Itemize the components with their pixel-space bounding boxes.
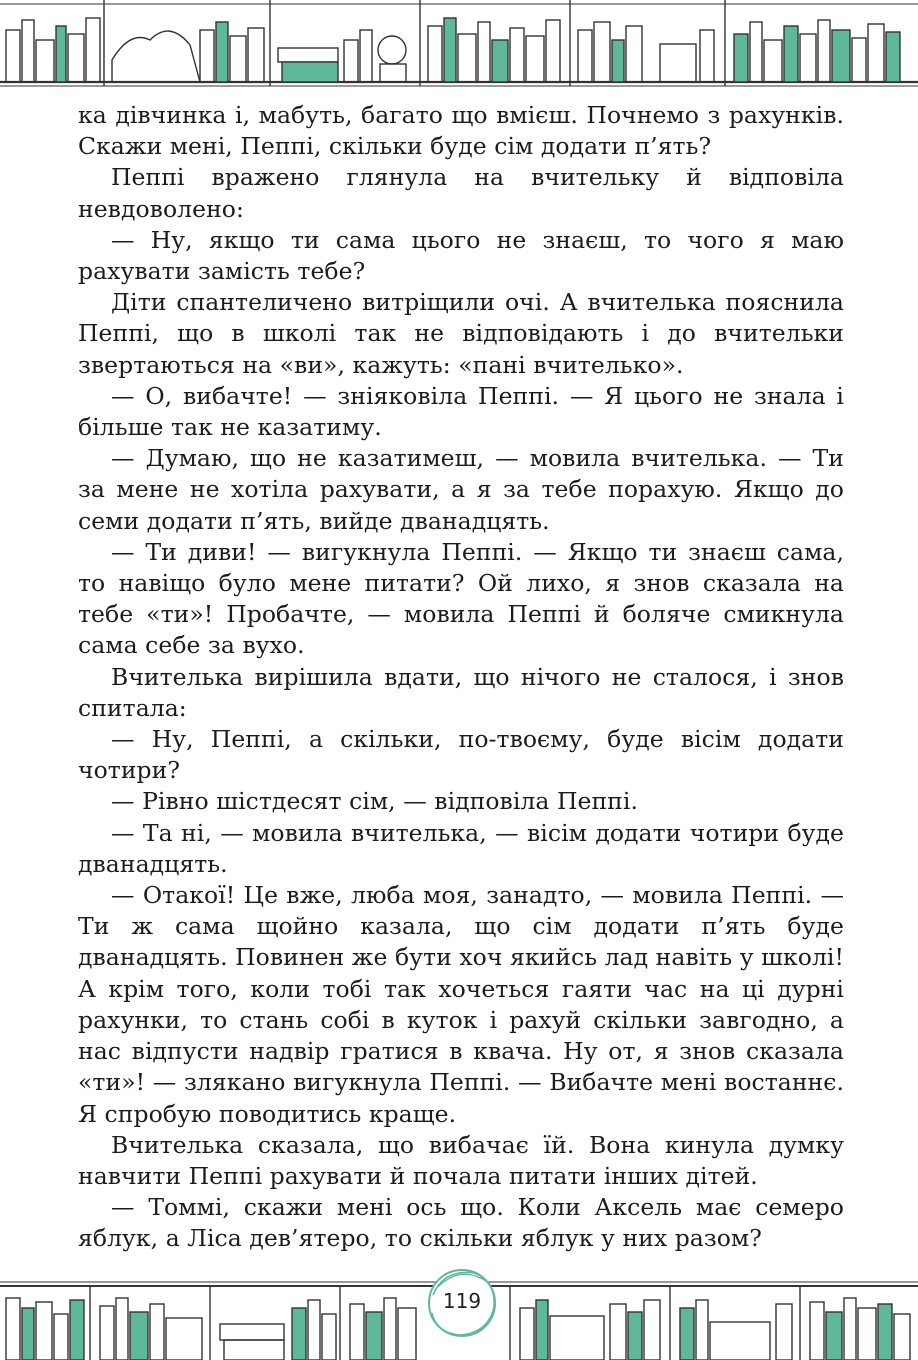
paragraph: Вчителька сказала, що вибачає їй. Вона кинула думку навчити Пеппі рахувати й почала питати інших дітей.	[78, 1130, 844, 1190]
paragraph: — Ну, Пеппі, а скільки, по-твоєму, буде вісім додати чотири?	[78, 725, 844, 785]
paragraph: — Ну, якщо ти сама цього не знаєш, то чого я маю рахувати замість тебе?	[78, 225, 844, 286]
paragraph: Пеппі вражено глянула на вчительку й відповіла невдоволено:	[78, 163, 844, 223]
paragraph: Діти спантеличено витріщили очі. А вчителька пояснила Пеппі, що в школі так не відповідають і до вчительки звертаються на «ви», кажуть: «пані вчителько».	[78, 288, 844, 379]
paragraph: ка дівчинка і, мабуть, багато що вмієш. Почнемо з рахунків. Скажи мені, Пеппі, скільки буде сім додати п’ять?	[78, 101, 844, 161]
paragraph: — Думаю, що не казатимеш, — мовила вчителька. — Ти за мене не хотіла рахувати, а я за тебе порахую. Якщо до семи додати п’ять, вийде дванадцять.	[78, 444, 844, 535]
paragraph: Вчителька вирішила вдати, що нічого не сталося, і знов спитала:	[78, 662, 844, 722]
paragraph: — О, вибачте! — зніяковіла Пеппі. — Я цього не знала і більше так не казатиму.	[78, 381, 844, 442]
story-text	[78, 100, 844, 1255]
paragraph: — Та ні, — мовила вчителька, — вісім додати чотири буде дванадцять.	[78, 818, 844, 878]
paragraph: — Рівно шістдесят сім, — відповіла Пеппі.	[111, 787, 638, 816]
page-number: 119	[442, 1289, 482, 1313]
paragraph: — Томмі, скажи мені ось що. Коли Аксель має семеро яблук, а Ліса дев’ятеро, то скільки яблук у них разом?	[78, 1193, 844, 1253]
paragraph: — Отакої! Це вже, люба моя, занадто, — мовила Пеппі. — Ти ж сама щойно казала, що сім додати п’ять буде дванадцять. Повинен же бути хоч якийсь лад навіть у школі! А крім того, коли тобі так хочеться гаяти час на ці дурні рахунки, то стань собі в куток і рахуй скільки завгодно, а нас відпусти надвір гратися в квача. Ну от, я знов сказала «ти»! — злякано вигукнула Пеппі. — Вибачте мені востаннє. Я спробую поводитись краще.	[78, 881, 844, 1128]
paragraph: — Ти диви! — вигукнула Пеппі. — Якщо ти знаєш сама, то навіщо було мене питати? Ой лихо, я знов сказала на тебе «ти»! Пробачте, — мовила Пеппі й боляче смикнула сама себе за вухо.	[78, 537, 844, 660]
page-number-badge	[424, 1265, 500, 1341]
bookshelf-art	[0, 0, 918, 90]
top-bookshelf-illustration	[0, 0, 918, 90]
